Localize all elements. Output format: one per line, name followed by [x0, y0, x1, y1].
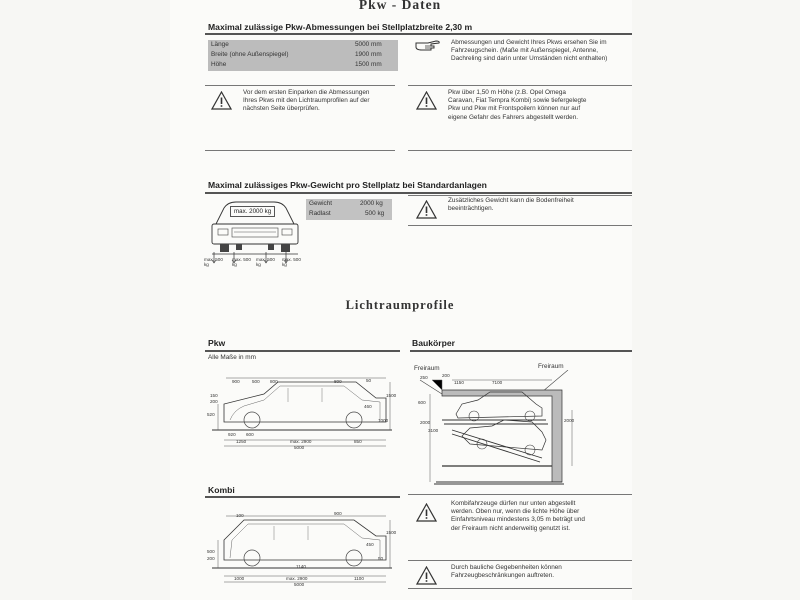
wheel-load-label: max. 500 kg [232, 257, 251, 268]
weight-rule [205, 192, 632, 194]
kombi-notice-text: Kombifahrzeuge dürfen nur unten abgestellt werden. Oben nur, wenn die lichte Höhe über Einfahrtsniveau mindestens 3,05 m beträgt und der Freiraum nicht anderweitig genutzt ist. [451, 500, 585, 532]
weight-value: 2000 kg [360, 200, 383, 207]
warning-icon [416, 91, 437, 110]
warning-text-right: Pkw über 1,50 m Höhe (z.B. Opel Omega Caravan, Fiat Tempra Kombi) sowie tiefergelegte Pkw und Pkw mit Frontspoilern können nur auf eigene Gefahr des Fahrers abgestellt werden. [448, 89, 587, 121]
dim-value-length: 5000 mm [355, 41, 382, 48]
weight-heading: Maximal zulässiges Pkw-Gewicht pro Stellplatz bei Standardanlagen [208, 180, 487, 190]
kombi-dim-bottom: 1100 [354, 576, 364, 581]
bau-dim-left: 3100 [428, 428, 439, 433]
pkw-dim-top: 900 [232, 379, 240, 384]
freiraum-label-left: Freiraum [414, 365, 440, 372]
warnings-top-rule-right [408, 85, 632, 86]
bau-dim-left: 2000 [420, 420, 431, 425]
bau-dim-left: 600 [418, 400, 426, 405]
car-weight-label: max. 2000 kg [230, 206, 275, 217]
warning-icon [416, 566, 437, 585]
warnings-bottom-rule-right [408, 150, 632, 151]
kombi-dim-mid: 1140 [296, 564, 306, 569]
pkw-dim-side: 1500 [386, 393, 397, 398]
kombi-dim-left: 200 [207, 556, 215, 561]
bottom-notice-bottom-rule [408, 588, 632, 589]
pkw-dim-side: 1000 [378, 418, 389, 423]
bau-dim-top: 250 [420, 375, 428, 380]
kombi-dim-side: 450 [366, 542, 374, 547]
pkw-dim-left: 600 [246, 432, 254, 437]
wheel-load-row-value: 500 kg [365, 210, 385, 217]
baukoerper-heading: Baukörper [412, 338, 455, 348]
pkw-dim-left: 520 [207, 412, 215, 417]
pkw-dim-side: 460 [364, 404, 372, 409]
warnings-bottom-rule [205, 150, 395, 151]
dim-label-height: Höhe [211, 61, 227, 68]
kombi-dim-top: 100 [236, 513, 244, 518]
wheel-load-label: max. 500 kg [256, 257, 275, 268]
pkw-dim-side: 200 [210, 399, 218, 404]
bau-dim-top: 1150 [454, 380, 464, 385]
pkw-dim-total: 5000 [294, 445, 305, 450]
hint-text: Abmessungen und Gewicht Ihres Pkws ersehen Sie im Fahrzeugschein. (Maße mit Außenspiegel, Antenne, Dachreling sind darin unter Umständen nicht enthalten) [451, 39, 608, 63]
bottom-notice-mid-rule [408, 560, 632, 561]
warning-icon [211, 91, 232, 110]
warning-icon [416, 503, 437, 522]
kombi-heading: Kombi [208, 485, 235, 495]
dim-value-width: 1900 mm [355, 51, 382, 58]
pkw-dim-bottom: max. 2900 [290, 439, 312, 444]
pkw-heading: Pkw [208, 338, 226, 348]
pkw-dim-side: 150 [210, 393, 218, 398]
dim-label-width: Breite (ohne Außenspiegel) [211, 51, 289, 58]
building-notice-text: Durch bauliche Gegebenheiten können Fahrzeugbeschränkungen auftreten. [451, 564, 562, 580]
wheel-load-label: max. 500 kg [204, 257, 223, 268]
warning-icon [416, 200, 437, 219]
weight-warning-text: Zusätzliches Gewicht kann die Bodenfreiheit beeinträchtigen. [448, 197, 574, 213]
kombi-dim-side: 1500 [386, 530, 397, 535]
weight-warning-bottom-rule [408, 225, 632, 226]
warning-text-left: Vor dem ersten Einparken die Abmessungen Ihres Pkws mit den Lichtraumprofilen auf der nächsten Seite überprüfen. [243, 89, 370, 113]
kombi-dim-side: 50 [378, 556, 384, 561]
baukoerper-rule [410, 350, 632, 352]
pkw-dim-top: 500 [252, 379, 260, 384]
bau-dim-top: 7100 [492, 380, 503, 385]
weight-label: Gewicht [309, 200, 333, 207]
pkw-rule [205, 350, 400, 352]
freiraum-label-right: Freiraum [538, 363, 564, 370]
dimensions-rule [205, 33, 632, 35]
pkw-units: Alle Maße in mm [208, 354, 256, 361]
pkw-dim-bottom: 1250 [236, 439, 247, 444]
weight-warning-top-rule [408, 195, 632, 196]
dimensions-heading: Maximal zulässige Pkw-Abmessungen bei Stellplatzbreite 2,30 m [208, 22, 473, 32]
pkw-dim-top: 800 [334, 379, 342, 384]
kombi-dim-left: 500 [207, 549, 215, 554]
warnings-top-rule [205, 85, 395, 86]
kombi-dim-top: 900 [334, 511, 342, 516]
kombi-rule [205, 496, 400, 498]
wheel-load-label: max. 500 kg [282, 257, 301, 268]
wheel-load-row-label: Radlast [309, 210, 331, 217]
pkw-dim-left: 920 [228, 432, 236, 437]
dim-label-length: Länge [211, 41, 229, 48]
kombi-dim-total: 5000 [294, 582, 305, 587]
bau-dim-right: 2000 [564, 418, 575, 423]
profiles-title: Lichtraumprofile [345, 298, 455, 312]
kombi-dim-bottom: 1000 [234, 576, 245, 581]
bau-dim-top: 200 [442, 373, 450, 378]
pkw-dim-side: 50 [366, 378, 372, 383]
pkw-dim-bottom: 850 [354, 439, 362, 444]
page-title: Pkw - Daten [358, 0, 442, 12]
bottom-notice-top-rule [408, 494, 632, 495]
pointing-hand-icon [414, 38, 442, 52]
dim-value-height: 1500 mm [355, 61, 382, 68]
kombi-dim-bottom: max. 2900 [286, 576, 308, 581]
pkw-dim-top: 800 [270, 379, 278, 384]
